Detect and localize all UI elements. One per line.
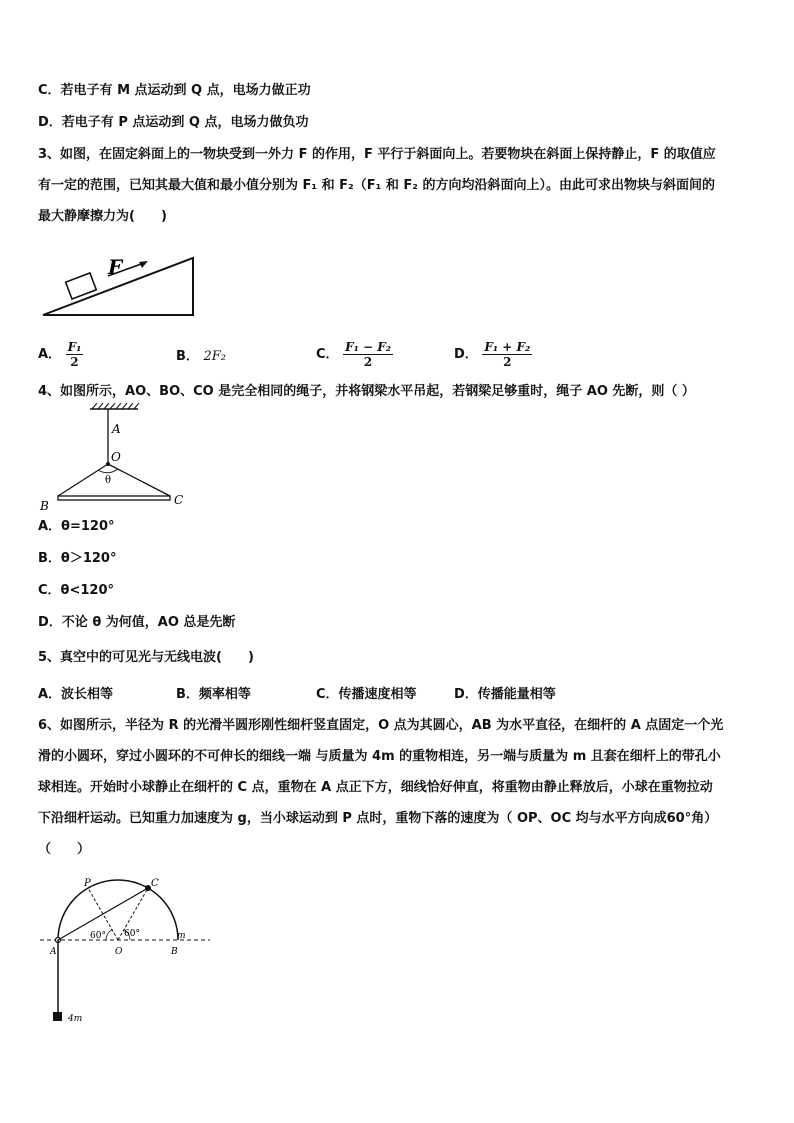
block (66, 273, 97, 299)
force-arrowhead (139, 261, 148, 268)
label-o: O (111, 450, 121, 464)
rope-bo (58, 464, 108, 496)
label-angle-1: 60° (90, 931, 106, 941)
label-c: C (151, 878, 159, 889)
q3-option-b-value: 2F₂ (203, 349, 226, 364)
q3-option-a-den: 2 (70, 355, 79, 369)
label-4m: 4m (68, 1014, 83, 1024)
q6-stem-line3: 球相连。开始时小球静止在细杆的 C 点，重物在 A 点正下方，细线恰好伸直，将重物由静止释放后，小球在重物拉动 (38, 780, 713, 795)
q4-option-c: C．θ<120° (38, 583, 115, 598)
q3-option-d-den: 2 (503, 355, 512, 369)
q5-stem: 5、真空中的可见光与无线电波( ) (38, 650, 254, 665)
q3-option-c-den: 2 (363, 355, 373, 369)
theta-arc (98, 469, 118, 473)
q3-option-c (316, 340, 393, 369)
q3-incline-figure (40, 250, 200, 320)
label-m: m (177, 931, 186, 941)
label-angle-2: 60° (124, 929, 140, 939)
q4-option-b: B．θ＞120° (38, 551, 117, 566)
q3-option-a-label: A． (38, 347, 62, 362)
q2-option-c: C．若电子有 M 点运动到 Q 点，电场力做正功 (38, 83, 311, 98)
label-b: B (171, 947, 178, 957)
ceiling-hatch (92, 403, 139, 409)
rope-co (108, 464, 170, 496)
q6-stem-line1: 6、如图所示，半径为 R 的光滑半圆形刚性细杆竖直固定，O 点为其圆心，AB 为水平直径，在细杆的 A 点固定一个光 (38, 718, 724, 733)
q4-beam-figure (38, 403, 198, 513)
label-theta: θ (105, 475, 112, 486)
semicircle-rod (58, 880, 178, 940)
q6-stem-line4: 下沿细杆运动。已知重力加速度为 g，当小球运动到 P 点时，重物下落的速度为（ OP、OC 均与水平方向成60°角） (38, 811, 718, 826)
q3-option-c-num: F₁ − F₂ (345, 340, 392, 354)
q3-stem-line3: 最大静摩擦力为( ) (38, 209, 167, 224)
q3-option-c-label: C． (316, 347, 339, 362)
q3-option-a-num: F₁ (67, 340, 82, 354)
q6-stem-line2: 滑的小圆环，穿过小圆环的不可伸长的细线一端 与质量为 4m 的重物相连，另一端与质量为 m 且套在细杆上的带孔小 (38, 749, 721, 764)
q3-option-d-num: F₁ + F₂ (484, 340, 531, 354)
q3-option-b-label: B． (176, 349, 199, 364)
q3-option-a (38, 340, 83, 369)
q4-option-d: D．不论 θ 为何值，AO 总是先断 (38, 615, 236, 630)
label-c: C (174, 493, 184, 507)
label-b: B (40, 499, 49, 513)
q6-stem-line5: （ ） (38, 842, 91, 857)
q3-option-b (176, 348, 226, 366)
label-o: O (115, 947, 123, 957)
q5-option-b: B．频率相等 (176, 687, 251, 702)
label-p: P (84, 878, 91, 889)
label-a: A (112, 422, 121, 436)
force-label: F (108, 255, 123, 279)
q4-stem: 4、如图所示，AO、BO、CO 是完全相同的绳子，并将钢梁水平吊起，若钢梁足够重时，绳子 AO 先断，则（ ） (38, 384, 695, 399)
steel-beam (58, 496, 170, 500)
label-a: A (50, 947, 57, 957)
q5-option-d: D．传播能量相等 (454, 687, 556, 702)
q3-stem-line2: 有一定的范围，已知其最大值和最小值分别为 F₁ 和 F₂（F₁ 和 F₂ 的方向均沿斜面向上）。由此可求出物块与斜面间的 (38, 178, 715, 193)
q5-option-a: A．波长相等 (38, 687, 114, 702)
q5-option-c: C．传播速度相等 (316, 687, 417, 702)
q6-semicircle-figure (38, 872, 218, 1032)
q3-option-d (454, 340, 532, 369)
q2-option-d: D．若电子有 P 点运动到 Q 点，电场力做负功 (38, 115, 309, 130)
q4-option-a: A．θ=120° (38, 519, 115, 534)
q3-option-d-label: D． (454, 347, 478, 362)
angle-arc-left (106, 930, 112, 940)
q3-stem-line1: 3、如图，在固定斜面上的一物块受到一外力 F 的作用，F 平行于斜面向上。若要物块在斜面上保持静止，F 的取值应 (38, 147, 716, 162)
weight-block (53, 1012, 62, 1021)
